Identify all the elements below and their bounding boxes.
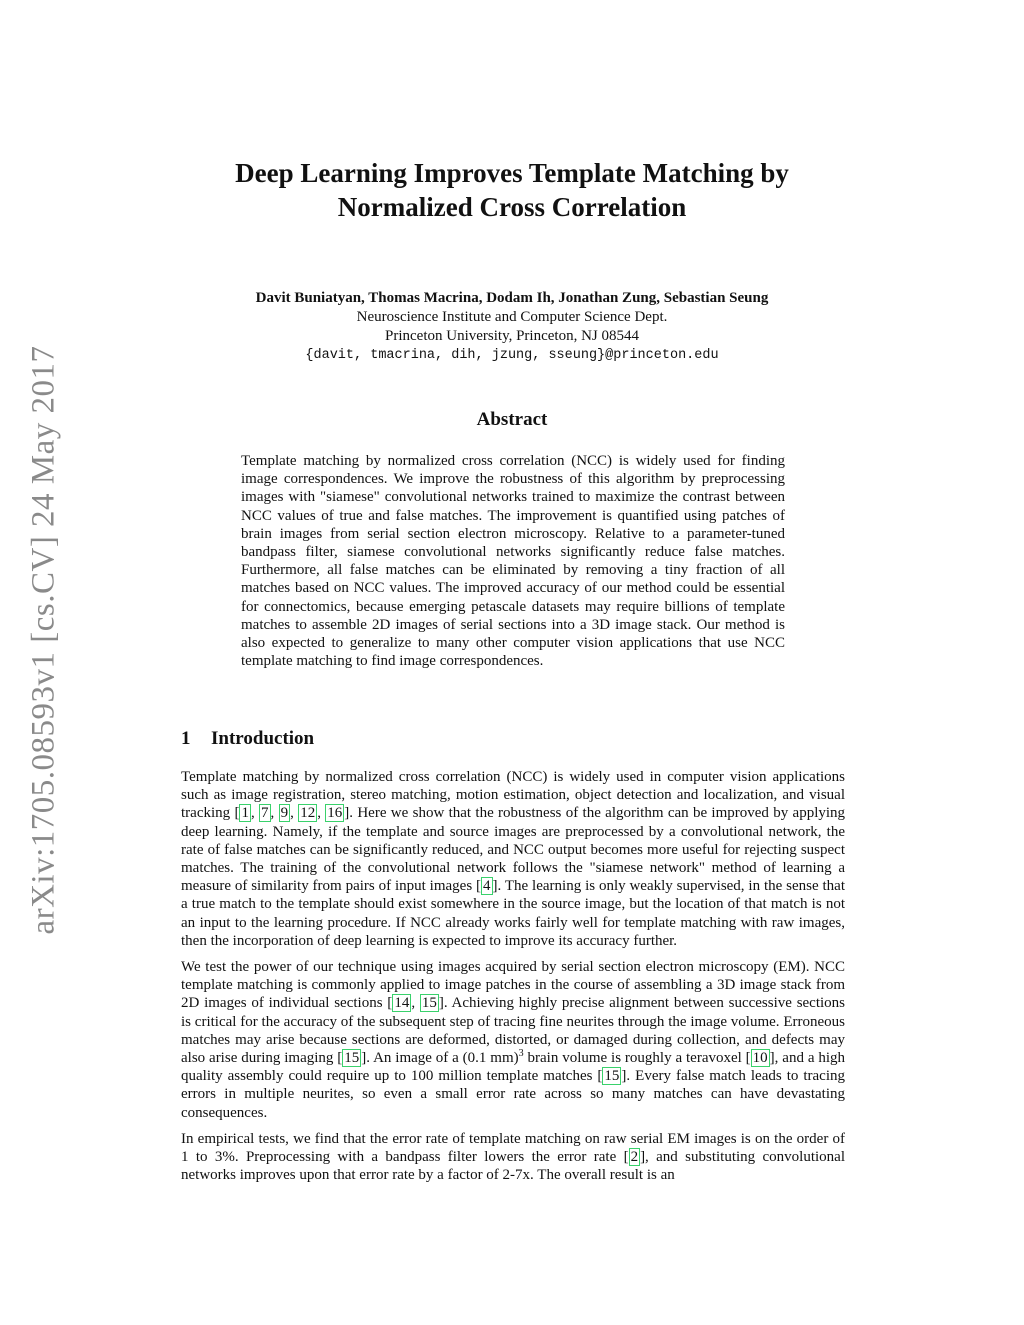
paper-title [0, 156, 1024, 224]
citation-link[interactable]: 15 [604, 1068, 620, 1085]
citation-link[interactable]: 2 [630, 1149, 639, 1166]
affiliation-block [0, 308, 1024, 365]
text-run: ]. An image of a (0.1 mm) [361, 1050, 519, 1067]
introduction-body [181, 768, 845, 1192]
section-heading-introduction [181, 727, 314, 751]
superscript: 3 [518, 1048, 524, 1060]
text-run: ], and substituting convolutional networks improves upon that error rate by a factor of 2-7x. The overall result is an [181, 1149, 845, 1184]
text-run: In empirical tests, we find that the error rate of template matching on raw serial EM images is on the order of 1 to 3%. Preprocessing with a bandpass filter lowers the error rate [ [181, 1130, 845, 1166]
citation-link[interactable]: 4 [483, 878, 491, 895]
citation-link[interactable]: 10 [752, 1050, 768, 1067]
title-line-2: Normalized Cross Correlation [337, 192, 687, 222]
paragraph-2: We test the power of our technique using images acquired by serial section electron microscopy (EM). NCC template matching is commonly applied to image patches in the course of assembling a 3D image stack from 2D images of individual sections [ 14 , 15 ]. Achieving highly precise alignment between successive sections is critical for the accuracy of the subsequent step of tracing fine neurites through the image volume. Erroneous matches may arise because sections are deformed, distorted, or damaged during collection, and defects may also arise during imaging [ 15 ]. An image of a (0.1 mm)$^3$ brain volume is roughly a teravoxel [ 10 ], and a high quality assembly could require up to 100 million template matches [ 15 ]. Every false match leads to tracing errors in multiple neurites, so even a small error rate across so many matches can have devastating consequences. [181, 959, 846, 1121]
affiliation-address: Princeton University, Princeton, NJ 08544 [385, 328, 639, 344]
text-run: ], and a high quality assembly could require up to 100 million template matches [ [181, 1050, 846, 1085]
citation-link[interactable]: 14 [394, 995, 410, 1012]
citation-link[interactable]: 12 [300, 805, 316, 822]
citation-link[interactable]: 15 [344, 1050, 360, 1067]
paragraph-1: Template matching by normalized cross correlation (NCC) is widely used in computer vision applications such as image registration, stereo matching, motion estimation, object detection and localization, and visual tracking [ 1 , 7 , 9 , 12 , 16 ]. Here we show that the robustness of the algorithm can be improved by applying deep learning. Namely, if the template and source images are preprocessed by a convolutional network, the rate of false matches can be significantly reduced, and NCC output becomes more useful for rejecting suspect matches. The training of the convolutional network follows the "siamese network" method of learning a measure of similarity from pairs of input images [ 4 ]. The learning is only weakly supervised, in the sense that a true match to the template should exist somewhere in the source image, but the location of that match is not an input to the learning procedure. If NCC already works fairly well for template matching with raw images, then the incorporation of deep learning is expected to improve its accuracy further. [181, 769, 846, 949]
abstract-heading: Abstract [476, 409, 548, 430]
paragraph-3 [181, 1130, 845, 1185]
citation-link[interactable]: 16 [327, 805, 343, 822]
abstract-text: Template matching by normalized cross correlation (NCC) is widely used for finding image correspondences. We improve the robustness of this algorithm by preprocessing images with "siamese" convolutional networks trained to maximize the contrast between NCC values of true and false matches. The improvement is quantified using patches of brain images from serial section electron microscopy. Relative to a parameter-tuned bandpass filter, siamese convolutional networks significantly reduce false matches. Furthermore, all false matches can be eliminated by removing a tiny fraction of all matches based on NCC values. The improved accuracy of our method could be essential for connectomics, because emerging petascale datasets may require billions of template matches to assemble 2D images of serial sections into a 3D image stack. Our method is also expected to generalize to many other computer vision applications that use NCC template matching to find image correspondences. [241, 453, 785, 670]
text-run: ]. The learning is only weakly supervised, in the sense that a true match to the template should exist somewhere in the source image, but the location of that match is not an input to the learning procedure. If NCC already works fairly well for template matching with raw images, then the incorporation of deep learning is expected to improve its accuracy further. [181, 878, 846, 949]
text-run: We test the power of our technique using images acquired by serial section electron microscopy (EM). NCC template matching is commonly applied to image patches in the course of assembling a 3D image stack from 2D images of individual sections [ [181, 959, 845, 1012]
text-run: ]. Every false match leads to tracing errors in multiple neurites, so even a small error rate across so many matches can have devastating consequences. [181, 1068, 845, 1121]
affiliation-department: Neuroscience Institute and Computer Science Dept. [356, 309, 668, 325]
arxiv-identifier-stamp: arXiv:1705.08593v1 [cs.CV] 24 May 2017 [25, 345, 62, 935]
text-run: ]. Achieving highly precise alignment between successive sections is critical for the accuracy of the subsequent step of tracing fine neurites through the image volume. Erroneous matches may arise because sections are deformed, distorted, or damaged during collection, and defects may also arise during imaging [ [181, 995, 846, 1067]
text-run: brain volume is roughly a teravoxel [ [523, 1050, 751, 1067]
section-title: Introduction [211, 728, 315, 749]
citation-link[interactable]: 1 [241, 805, 249, 822]
citation-link[interactable]: 15 [421, 995, 437, 1012]
citation-link[interactable]: 7 [261, 805, 269, 822]
citation-link[interactable]: 9 [280, 805, 289, 822]
title-line-1: Deep Learning Improves Template Matching by [235, 158, 789, 188]
text-run: Template matching by normalized cross correlation (NCC) is widely used in computer vision applications such as image registration, stereo matching, motion estimation, object detection and localization, and visual tracking [ [181, 769, 845, 822]
author-list: Davit Buniatyan, Thomas Macrina, Dodam Ih, Jonathan Zung, Sebastian Seung [255, 290, 769, 306]
author-emails: {davit, tmacrina, dih, jzung, sseung}@princeton.edu [305, 348, 719, 363]
section-number: 1 [181, 728, 191, 749]
text-run: ]. Here we show that the robustness of the algorithm can be improved by applying deep learning. Namely, if the template and source images are preprocessed by a convolutional network, the rate of false matches can be significantly reduced, and NCC output becomes more useful for rejecting suspect matches. The training of the convolutional network follows the "siamese network" method of learning a measure of similarity from pairs of input images [ [181, 805, 846, 895]
